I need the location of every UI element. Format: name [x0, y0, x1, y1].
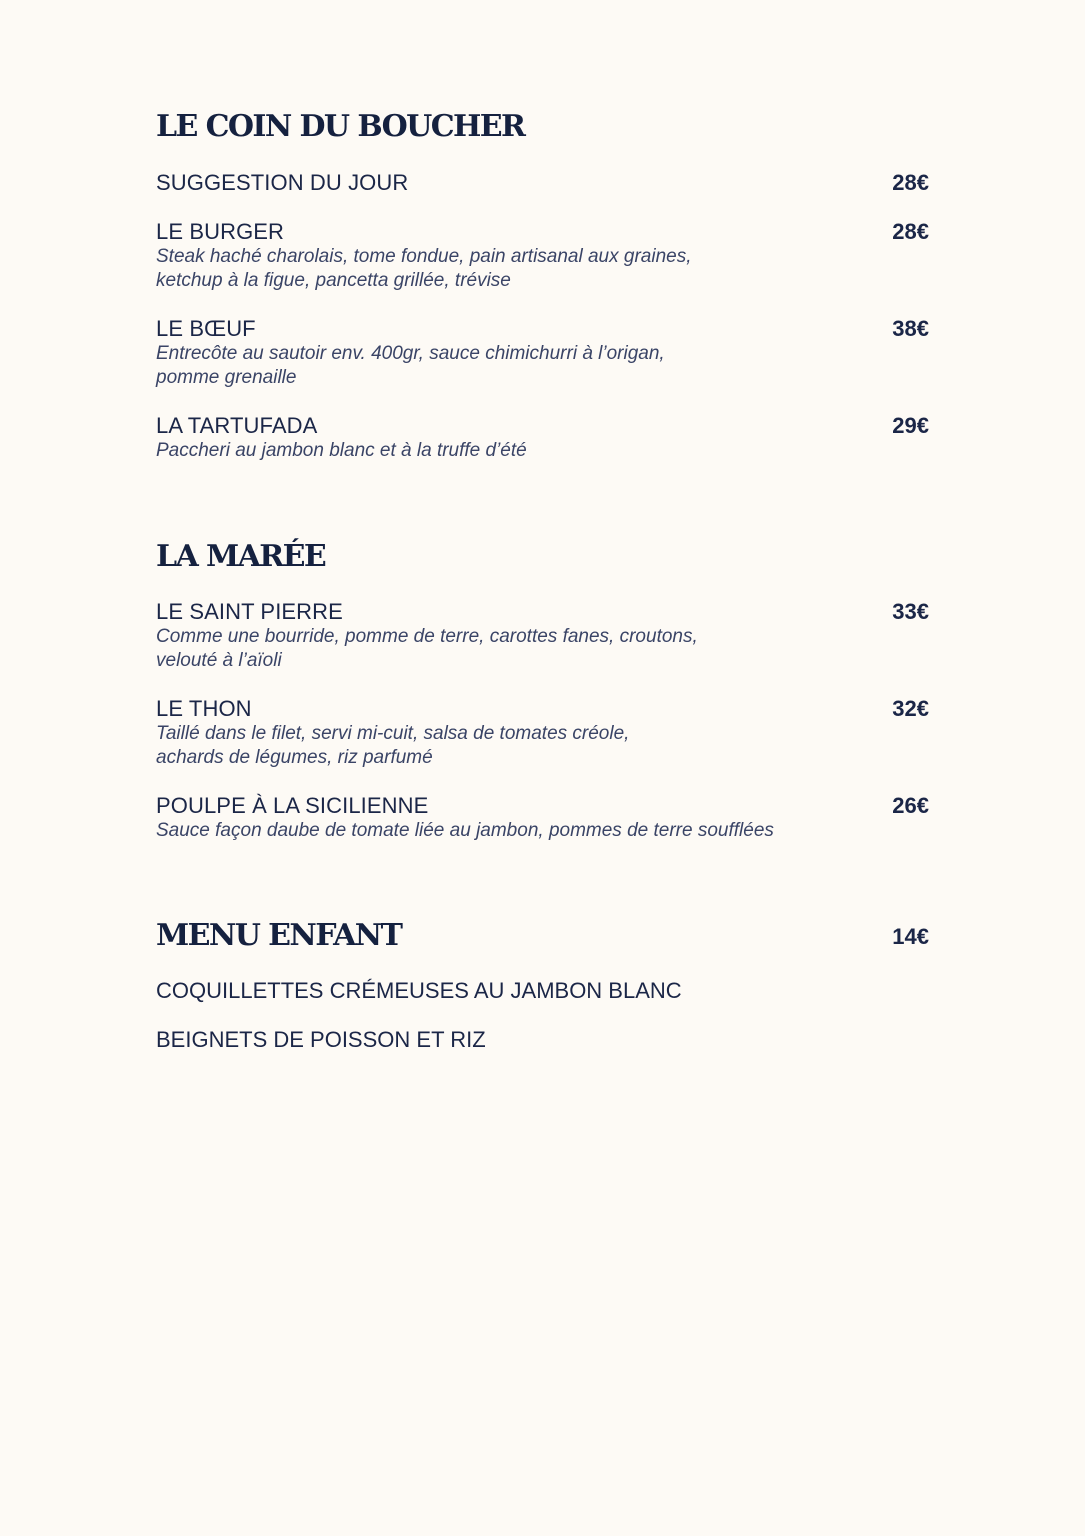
- menu-enfant-price: 14€: [892, 924, 929, 949]
- menu-enfant-item-coquillettes: COQUILLETTES CRÉMEUSES AU JAMBON BLANC: [156, 978, 682, 1003]
- menu-item-suggestion-du-jour: [156, 170, 929, 196]
- item-price: 29€: [892, 413, 929, 438]
- item-description: Comme une bourride, pomme de terre, carottes fanes, croutons, velouté à l’aïoli: [156, 626, 698, 671]
- menu-item-le-saint-pierre: [156, 599, 929, 673]
- item-name: SUGGESTION DU JOUR: [156, 170, 409, 195]
- item-name: LE BŒUF: [156, 316, 256, 341]
- item-price: 28€: [892, 170, 929, 195]
- menu-item-la-tartufada: [156, 413, 929, 463]
- item-description: Steak haché charolais, tome fondue, pain artisanal aux graines, ketchup à la figue, pancetta grillée, trévise: [156, 246, 692, 291]
- item-description: Sauce façon daube de tomate liée au jambon, pommes de terre soufflées: [156, 820, 774, 841]
- menu-enfant-item-beignets: BEIGNETS DE POISSON ET RIZ: [156, 1027, 486, 1052]
- section-title-menu-enfant: MENU ENFANT: [156, 918, 402, 953]
- item-name: LE SAINT PIERRE: [156, 599, 343, 624]
- item-name: POULPE À LA SICILIENNE: [156, 793, 429, 818]
- menu-item-le-burger: [156, 219, 929, 293]
- section-title-coin-du-boucher: LE COIN DU BOUCHER: [156, 109, 525, 144]
- menu-item-le-boeuf: [156, 316, 929, 390]
- item-price: 26€: [892, 793, 929, 818]
- item-price: 32€: [892, 696, 929, 721]
- menu-item-le-thon: [156, 696, 929, 770]
- item-description: Paccheri au jambon blanc et à la truffe d’été: [156, 440, 527, 461]
- item-description: Entrecôte au sautoir env. 400gr, sauce chimichurri à l’origan, pomme grenaille: [156, 343, 665, 388]
- section-title-la-maree: LA MARÉE: [156, 539, 326, 574]
- item-price: 33€: [892, 599, 929, 624]
- item-price: 28€: [892, 219, 929, 244]
- item-name: LA TARTUFADA: [156, 413, 318, 438]
- menu-item-poulpe-a-la-sicilienne: [156, 793, 929, 843]
- item-description: Taillé dans le filet, servi mi-cuit, salsa de tomates créole, achards de légumes, riz parfumé: [156, 723, 630, 768]
- item-name: LE BURGER: [156, 219, 285, 244]
- item-name: LE THON: [156, 696, 252, 721]
- item-price: 38€: [892, 316, 929, 341]
